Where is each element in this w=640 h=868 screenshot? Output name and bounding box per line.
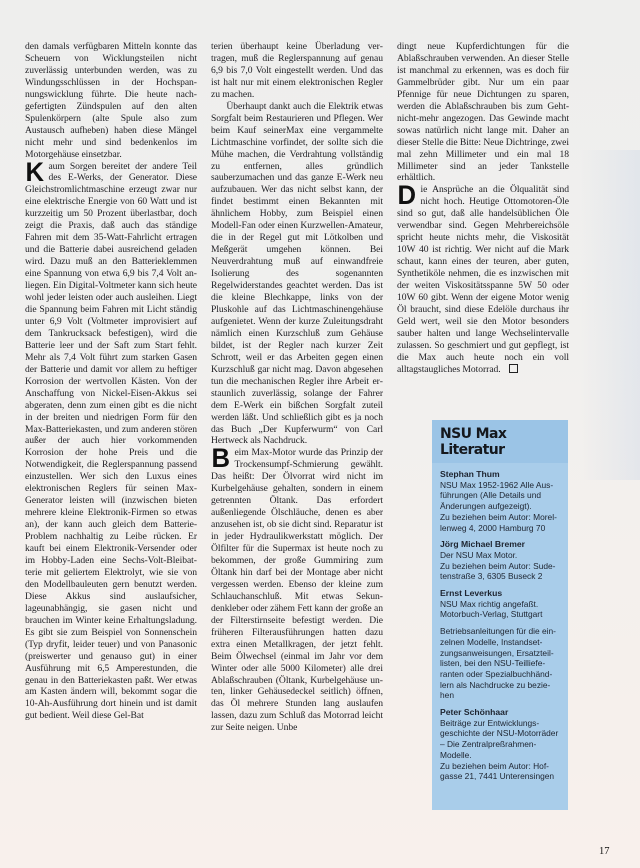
page-number: 17 — [599, 846, 610, 857]
entry-author: Peter Schönhaar — [440, 707, 509, 718]
literature-entry — [432, 539, 568, 582]
text-column-3 — [397, 41, 569, 376]
entry-line: NSU Max richtig angefaßt. — [440, 598, 539, 609]
entry-author: Ernst Leverkus — [440, 588, 503, 599]
entry-line: Beiträge zur Entwicklungsgeschichte der NSU-Motorräder – Die Zentralpreßrahmen-Modelle. — [440, 717, 559, 760]
paragraph — [397, 180, 569, 375]
sidebar-title: NSU Max Literatur — [432, 420, 568, 463]
entry-line: Der NSU Max Motor. — [440, 549, 518, 560]
entry-line: NSU Max 1952-1962 Alle Ausführungen (Alle Details und Änderungen aufgezeigt). — [440, 479, 554, 512]
literature-entry — [432, 707, 568, 782]
paragraph — [211, 443, 383, 734]
paragraph — [211, 101, 383, 448]
entry-line: Betriebsanleitungen für die einzelnen Modelle, Instandsetzungsanweisungen, Ersatzteillisten, bei den NSU-Teillieferanten oder Spezialbuchhändlern als Nachdrucke zu beziehen — [440, 626, 556, 701]
paragraph-text: den damals verfügbaren Mitteln konnte das Scheuern von Wicklungsteilen nicht zuverlässig unterbunden werden, was zu Windungsschlüssen in der Hochspannungswicklung führte. Die heute nachgefertigten Zündspulen auf den alten Spulenkörpern (alte Spule also zum Austausch aufheben) haben diese Mängel nicht mehr und sind bedenkenlos im Motorgehäuse einsetzbar. — [25, 41, 197, 160]
entry-author: Jörg Michael Bremer — [440, 539, 526, 550]
paragraph-text: dingt neue Kupferdichtungen für die Ablaßschrauben verwenden. An dieser Stelle ist manchmal zu erkennen, was es doch für Gammelbrüder gibt. Nur um ein paar Pfennige für neue Dichtungen zu sparen, werden die Ablaßschrauben bis zum Geht-nicht-mehr angezogen. Das Gewinde macht sowas natürlich nicht lange mit. Daher an dieser Stelle die Bitte: Neue Dichtringe, zwei mal zehn Millimeter und ein mal 18 Millimeter sind an jeder Tankstelle erhältlich. — [397, 41, 569, 184]
paragraph-text: ie Ansprüche an die Ölqualität sind nicht hoch. Heutige Ottomotoren-Öle sind so gut, daß alle handelsüblichen Öle verwendbar sind. Gegen Mehrbereichsöle spricht heute nichts mehr, die Viskosität 10W 40 ist richtig. Wer nicht auf die Mark schaut, kann eines der teuren, aber guten, Synthetiköle nehmen, die es inzwischen mit der weiten Viskositätsspanne 5W 50 oder 10W 60 gibt. Wenn der eigene Motor wenig Öl braucht, sind diese Edelöle durchaus ihr Geld wert, weil sie den Motor besonders sauber halten und lange Wechselintervalle zulassen. So geschmiert und gut gepflegt, ist die Max auch heute noch ein voll alltagstaugliches Motorrad. — [397, 184, 569, 375]
paragraph-text: terien überhaupt keine Überladung vertragen, muß die Reglerspannung auf genau 6,9 bis 7,0 Volt eingestellt werden. Und das ist halt nur mit einem elektronischen Regler zu machen. — [211, 41, 383, 100]
text-column-1 — [25, 41, 197, 722]
end-of-article-square-icon — [509, 364, 518, 373]
literature-entry — [432, 469, 568, 533]
literature-sidebar — [432, 420, 568, 810]
paragraph — [25, 156, 197, 723]
paragraph — [25, 41, 197, 161]
literature-entry — [432, 626, 568, 701]
entry-author: Stephan Thum — [440, 469, 500, 479]
entry-line: Motorbuch-Verlag, Stuttgart — [440, 609, 543, 620]
text-column-2 — [211, 41, 383, 734]
entry-line: Zu beziehen beim Autor: Hofgasse 21, 7441 Unterensingen — [440, 760, 555, 782]
paragraph-text: Überhaupt dankt auch die Elektrik etwas Sorgfalt beim Restaurieren und Pflegen. Wer beim Kauf seinerMax eine vergammelte Lichtmaschine vorfindet, der sollte sich die Mühe machen, die Verdrahtung vollständig zu entfernen, alles gründlich sauberzumachen und das ganze E-Werk neu aufzubauen. Wer das nicht selbst kann, der findet bestimmt einen Bekannten mit ähnlichem Hobby, zum Beispiel einen Modell-Fan oder einen Kurzwellen-Amateur, die in der Regel gut mit Lötkolben und Meßgerät umgehen können. Bei Neuverdrahtung muß auf einwandfreie Isolierung des sogenannten Regelwiderstandes geachtet werden. Das ist die kleine Blechkappe, links von der Pluskohle auf das Lichtmaschinengehäuse aufgenietet. Wenn der kurze Zuleitungsdraht nämlich einen Kurzschluß zum Gehäuse bildet, ist der Regler nach kurzer Zeit Schrott, weil er das Arbeiten gegen einen Kurzschluß gar nicht mag. Davon abgesehen tun die mechanischen Regler ihre Arbeit erstaunlich zuverlässig, solange der Fahrer dem E-Werk ein bißchen Sorgfalt zuteil werden läßt. Und schließlich gibt es ja noch das Buch „Der Kupferwurm“ von Carl Hertweck als Nachdruck. — [211, 100, 383, 447]
paragraph — [211, 41, 383, 101]
sidebar-entries — [432, 469, 568, 782]
drop-cap: D — [397, 180, 416, 211]
drop-cap: K — [25, 156, 44, 187]
background-photo-fade — [580, 150, 640, 480]
drop-cap: B — [211, 443, 230, 474]
paragraph-text: eim Max-Motor wurde das Prinzip der Trockensumpf-Schmierung gewählt. Das heißt: Der Ölvorrat wird nicht im Kurbelgehäuse gehalten, sondern in einem getrennten Öltank. Das erfordert außenliegende Ölschläuche, denen es aber anzusehen ist, ob sie dicht sind. Reparatur ist in jeder Hydraulikwerkstatt möglich. Der Ölfilter für die Supermax ist heute noch zu bekommen, der große Gummiring zum Öltank hin darf bei der Montage aber nicht vergessen werden. Ebenso der kleine zum Schlauchanschluß. Mit etwas Sekundenkleber oder zähem Fett kann der große an der Filterstirnseite befestigt werden. Die früheren Filterausführungen hatten dazu extra einen Metallkragen, der jetzt fehlt. Beim Ölwechsel (einmal im Jahr vor dem Winter oder alle 5000 Kilometer) alle drei Ablaßschrauben (Öltank, Kurbelgehäuse unten, linker Gehäusedeckel seitlich) öffnen, das Öl mehrere Stunden lang auslaufen lassen, dazu zum Schluß das Motorrad leicht zur Seite neigen. Unbe — [211, 447, 383, 734]
paragraph — [397, 41, 569, 184]
entry-line: Zu beziehen beim Autor: Morellenweg 4, 2000 Hamburg 70 — [440, 511, 557, 533]
paragraph-text: aum Sorgen bereitet der andere Teil des E-Werks, der Generator. Diese Gleichstromlichtmaschine erzeugt zwar nur eine elektrische Energie von 60 Watt und ist kurzzeitig um 50 Prozent überlastbar, doch zeigt die Praxis, daß auch das ständige Fahren mit dem 35-Watt-Fahrlicht ertragen und die Batterie dabei ausreichend geladen wird. Dazu muß an den Batterieklemmen eine Spannung von etwa 6,9 bis 7,4 Volt anliegen. Ein Digital-Voltmeter kann sich heute wohl jeder leisten oder auch ausleihen. Liegt die Spannung beim Fahren mit Licht ständig unter 6,9 Volt (Voltmeter improvisiert auf dem Tankrucksack befestigen), wird die Batterie leer und der Saft zum Start fehlt. Mehr als 7,4 Volt führt zum starken Gasen der Batterie und damit vor allem zu heftiger Korrosion der wertvollen Kästen. Von der Anschaffung von Nickel-Eisen-Akkus sei abgeraten, denn zum einen gibt es die nicht in der breiten und niedrigen Form für den Max-Batteriekasten, und zum anderen stören außer der auch hier vorkommenden Korrosion der hohe Preis und die Notwendigkeit, die Reglerspannung passend einzustellen. Wer sich den Luxus eines elektronischen Reglers für seinen Max-Generator leisten will (inzwischen bieten mehrere kleine Elektronik-Firmen so etwas an), der kann auch gleich dem Batterie-Problem nachhaltig zu Leibe rücken. Er kauft bei einem Elektronik-Versender oder im Hobby-Laden eine Sechs-Volt-Bleibatterie mit geliertem Elektrolyt, wie sie von den Modellbauleuten gern benutzt werden. Diese Akkus sind auslaufsicher, lageunabhängig, sie gasen nicht und brauchen im Winter keine Erhaltungsladung. Es gibt sie zum Beispiel von Sonnenschein (Typ dryfit, leider teuer) und von Panasonic (preiswerter und genauso gut) in einer Ausführung mit 6,5 Amperestunden, die genau in den Batteriekasten paßt. Wer etwas am Kasten ändern will, bekommt sogar die 10-Ah-Ausführung dort hinein und ist damit gut bedient. Weil diese Gel-Bat — [25, 160, 197, 722]
entry-line: Zu beziehen beim Autor: Sudetenstraße 3, 6305 Buseck 2 — [440, 560, 556, 582]
literature-entry — [432, 588, 568, 620]
